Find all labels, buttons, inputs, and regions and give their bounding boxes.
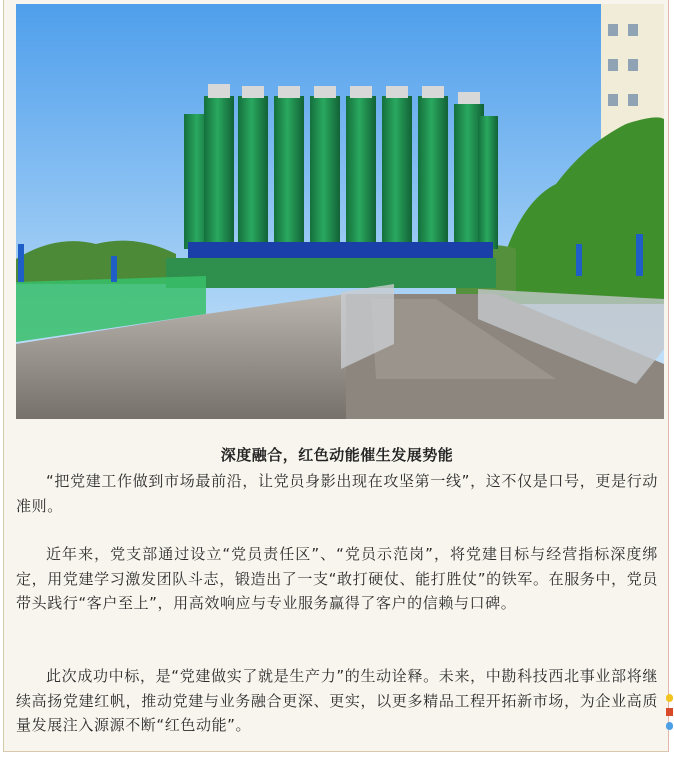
article-subtitle: 深度融合，红色动能催生发展势能 — [220, 446, 454, 464]
blue-dot-icon — [666, 722, 673, 730]
silo-plant-photo — [16, 4, 664, 419]
article-paragraph-1: “把党建工作做到市场最前沿，让党员身影出现在攻坚第一线”，这不仅是口号，更是行动准则。 — [16, 472, 658, 515]
side-decoration — [666, 694, 674, 736]
yellow-dot-icon — [666, 694, 673, 702]
article-paragraph-3: 此次成功中标，是“党建做实了就是生产力”的生动诠释。未来，中勘科技西北事业部将继续高扬党建红帆，推动党建与业务融合更深、更实，以更多精品工程开拓新市场，为企业高质量发展注入源源不断“红色动能”。 — [16, 667, 658, 734]
article-paragraph-2: 近年来，党支部通过设立“党员责任区”、“党员示范岗”，将党建目标与经营指标深度绑定，用党建学习激发团队斗志，锻造出了一支“敢打硬仗、能打胜仗”的铁军。在服务中，党员带头践行“客户至上”，用高效响应与专业服务赢得了客户的信赖与口碑。 — [16, 545, 658, 612]
red-square-icon — [666, 708, 673, 716]
article-card — [3, 0, 669, 752]
